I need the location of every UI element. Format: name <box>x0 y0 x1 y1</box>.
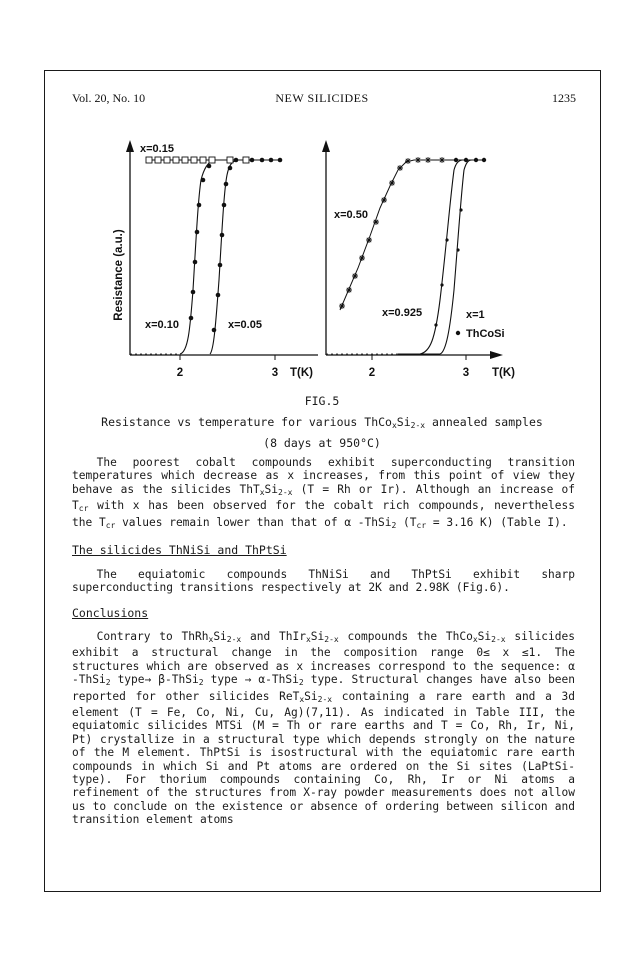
right-tick-2: 2 <box>368 367 376 379</box>
curve-x010 <box>180 160 232 354</box>
figure-number: FIG.5 <box>304 394 340 408</box>
dot-marker <box>440 283 443 286</box>
dot-marker <box>228 166 233 171</box>
square-marker <box>243 157 249 163</box>
label-x0925: x=0.925 <box>382 307 423 319</box>
dot-marker <box>220 233 225 238</box>
star-marker <box>439 157 445 163</box>
dot-marker <box>445 238 448 241</box>
dot-marker <box>250 158 255 163</box>
dot-marker <box>459 208 462 211</box>
figure-5 <box>0 0 644 400</box>
section-heading-conclusions: Conclusions <box>72 606 149 620</box>
paragraph-thnisi: The equiatomic compounds ThNiSi and ThPtSi exhibit sharp superconducting transitions respectively at 2K and 2.98K (Fig.6). <box>72 568 575 595</box>
right-panel <box>322 140 503 360</box>
dot-marker <box>212 328 217 333</box>
right-y-arrow <box>322 140 330 152</box>
left-y-arrow <box>126 140 134 152</box>
dot-marker <box>218 263 223 268</box>
square-marker <box>227 157 233 163</box>
square-marker <box>182 157 188 163</box>
paragraph-conclusions: Contrary to $ThRh_xSi_{2-x}$ and $ThIr_xSi_{2-x}$ compounds the $ThCo_xSi_{2-x}$ silicides exhibit a structural change in the composition range 0≤ x ≤1. The structures which are observed as x increases correspond to the sequence: α -ThSi$_2$ type→ β-ThSi$_2$ type → α-ThSi$_2$ type. Structural changes have also been reported for other silicides $ReT_xSi_{2-x}$ containing a rare earth and a 3d element (T = Fe, Co, Ni, Cu, Ag)(7,11). As indicated in Table III, the equiatomic silicides MTSi (M = Th or rare earths and T = Co, Rh, Ir, Ni, Pt) crystallize in a structural type which depends strongly on the nature of the M element. ThPtSi is isostructural with the equiatomic rare earth compounds in which Si and Pt atoms are ordered on the Si sites (LaPtSi-type). For thorium compounds containing Co, Rh, Ir or Ni atoms a refinement of the structures from X-ray powder measurements does not allow us to conclude on the existence or absence of ordering between silicon and transition element atoms <box>72 630 576 827</box>
dot-marker <box>260 158 265 163</box>
right-x-arrow <box>490 351 503 359</box>
left-markers <box>146 157 282 332</box>
star-marker <box>373 219 379 225</box>
square-marker <box>191 157 197 163</box>
label-thcosi: ThCoSi <box>466 328 505 340</box>
dot-marker <box>434 323 437 326</box>
dot-marker <box>224 182 229 187</box>
thcosi-marker <box>456 331 460 335</box>
star-marker <box>339 303 345 309</box>
square-marker <box>200 157 206 163</box>
star-marker <box>415 157 421 163</box>
dot-marker <box>207 164 212 169</box>
square-marker <box>164 157 170 163</box>
running-title: NEW SILICIDES <box>275 91 369 105</box>
curve-x050 <box>340 160 485 310</box>
square-marker <box>155 157 161 163</box>
dot-marker <box>201 178 206 183</box>
dot-marker <box>195 230 200 235</box>
dot-marker <box>269 158 274 163</box>
square-marker <box>146 157 152 163</box>
dot-marker <box>464 158 468 162</box>
star-marker <box>359 255 365 261</box>
y-axis-label: Resistance (a.u.) <box>113 229 125 321</box>
label-x015: x=0.15 <box>140 143 174 155</box>
star-marker <box>405 158 411 164</box>
dot-marker <box>222 203 227 208</box>
dot-marker <box>482 158 486 162</box>
star-marker <box>397 165 403 171</box>
right-markers <box>339 157 445 309</box>
star-marker <box>381 197 387 203</box>
label-x050: x=0.50 <box>334 209 368 221</box>
star-marker <box>389 180 395 186</box>
left-tick-2: 2 <box>176 367 184 379</box>
figure-caption-line2: (8 days at 950°C) <box>263 436 381 450</box>
left-x-label: T(K) <box>290 367 313 379</box>
label-x010: x=0.10 <box>145 319 179 331</box>
right-dots <box>434 158 486 327</box>
dot-marker <box>278 158 283 163</box>
dot-marker <box>193 260 198 265</box>
star-marker <box>425 157 431 163</box>
dot-marker <box>474 158 478 162</box>
dot-marker <box>197 203 202 208</box>
right-tick-3: 3 <box>462 367 470 379</box>
curve-x0925 <box>420 160 462 354</box>
dot-marker <box>454 158 458 162</box>
square-marker <box>209 157 215 163</box>
star-marker <box>366 237 372 243</box>
page-number: 1235 <box>552 91 576 105</box>
section-heading-silicides: The silicides ThNiSi and ThPtSi <box>72 543 287 557</box>
journal-volume: Vol. 20, No. 10 <box>72 91 146 105</box>
right-x-label: T(K) <box>492 367 515 379</box>
dot-marker <box>456 248 459 251</box>
dot-marker <box>191 290 196 295</box>
dot-marker <box>189 316 194 321</box>
star-marker <box>346 287 352 293</box>
left-tick-3: 3 <box>271 367 279 379</box>
paragraph-cobalt: The poorest cobalt compounds exhibit superconducting transition temperatures which decrease as x increases, from this point of view they behave as the silicides $ThT_xSi_{2-x}$ (T = Rh or Ir). Although an increase of $T_{cr}$ with x has been observed for the cobalt rich compounds, nevertheless the $T_{cr}$ values remain lower than that of α -ThSi$_2$ ($T_{cr} = 3.16$ K) (Table I). <box>72 456 576 530</box>
figure-caption-line1: Resistance vs temperature for various $ThCo_xSi_{2-x}$ annealed samples <box>101 415 543 430</box>
dot-marker <box>216 293 221 298</box>
dot-marker <box>234 158 239 163</box>
star-marker <box>352 273 358 279</box>
label-x005: x=0.05 <box>228 319 262 331</box>
square-marker <box>173 157 179 163</box>
label-x1: x=1 <box>466 309 485 321</box>
